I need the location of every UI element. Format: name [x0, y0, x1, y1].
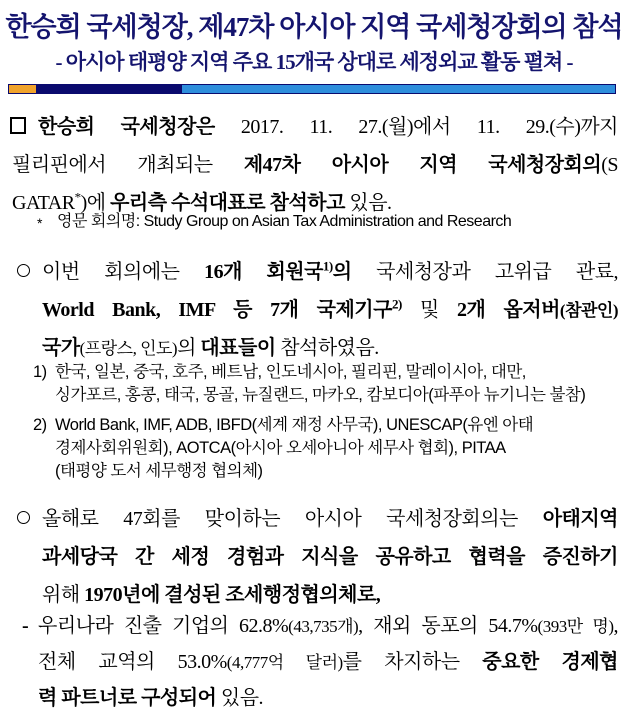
text-run: 1970년에 결성된 조세행정협의체로, [84, 584, 381, 606]
text-run: 전체 교역의 53.0% [38, 651, 227, 673]
text-line [10, 384, 618, 407]
text-run: 영문 회의명: Study Group on Asian Tax Administration and Research [57, 213, 512, 230]
text-line [10, 500, 618, 538]
footnote [10, 414, 618, 483]
footnote [10, 211, 618, 233]
divider-blue-segment [182, 85, 615, 93]
text-line [10, 608, 618, 644]
footnote-marker: 2) [33, 416, 47, 434]
text-line [10, 680, 618, 709]
text-run: 2017. 11. 27.(월)에서 11. 29.(수)까지 [214, 116, 618, 138]
text-run: , [613, 615, 618, 637]
text-run: 중요한 경제협 [482, 651, 618, 673]
paragraph [10, 253, 618, 367]
footnote [10, 361, 618, 407]
text-run: 올해로 47회를 맞이하는 아시아 국세청장회의는 [42, 508, 543, 530]
text-line [10, 437, 618, 460]
text-run: (태평양 도서 세무행정 협의체) [55, 462, 263, 480]
text-run: 대표들이 [200, 337, 276, 359]
text-run: 한승희 국세청장은 [38, 116, 215, 138]
text-run: 우리나라 진출 기업의 62.8% [38, 615, 289, 637]
text-run: * [74, 189, 81, 205]
text-run: 및 [401, 299, 457, 321]
text-run: , 재외 동포의 54.7% [358, 615, 538, 637]
text-run: World Bank, IMF, ADB, IBFD(세계 재정 사무국), UNESCAP(유엔 아태 [55, 416, 534, 434]
text-line [10, 291, 618, 329]
text-run: 한국, 일본, 중국, 호주, 베트남, 인도네시아, 필리핀, 말레이시아, 대만, [55, 363, 526, 381]
text-line [10, 253, 618, 291]
text-run: 참석하였음. [275, 337, 379, 359]
text-run: (참관인) [559, 301, 618, 320]
text-run: (4,777억 달러) [226, 653, 343, 672]
text-line [10, 108, 618, 146]
square-bullet-icon [10, 117, 26, 134]
text-run: 이번 회의에는 [42, 261, 205, 283]
text-run: )에 [80, 192, 111, 214]
text-line [10, 211, 618, 233]
footnote-marker: 1) [33, 363, 47, 381]
dash-bullet: - [22, 615, 29, 637]
text-run: 경제사회위원회), AOTCA(아시아 오세아니아 세무사 협회), PITAA [55, 439, 506, 457]
text-run: (43,735개) [288, 617, 359, 636]
text-line [10, 644, 618, 680]
text-run: (프랑스, 인도) [79, 339, 178, 358]
page-subtitle: - 아시아 태평양 지역 주요 15개국 상대로 세정외교 활동 펼쳐 - [55, 50, 573, 74]
text-run: 우리측 수석대표로 참석하고 [110, 192, 345, 214]
page-title: 한승희 국세청장, 제47차 아시아 지역 국세청장회의 참석 [5, 12, 623, 42]
divider-navy-segment [36, 85, 182, 93]
header-divider [8, 84, 616, 94]
circle-bullet-icon [17, 511, 30, 524]
paragraph [10, 608, 618, 709]
text-line [10, 361, 618, 384]
text-run: 필리핀에서 개최되는 [12, 154, 244, 176]
text-run: 국가 [42, 337, 80, 359]
text-run: 2) [391, 296, 402, 312]
text-line [10, 414, 618, 437]
text-run: 과세당국 간 세정 경험과 지식을 공유하고 협력을 증진하기 [42, 546, 618, 568]
text-run: 아태지역 [542, 508, 618, 530]
paragraph [10, 500, 618, 614]
text-run: 의 [177, 337, 201, 359]
divider-orange-segment [9, 85, 36, 93]
circle-bullet-icon [17, 264, 30, 277]
text-run: 16개 회원국 [204, 261, 323, 283]
text-line [10, 146, 618, 184]
text-run: (S [601, 154, 618, 176]
text-run: 위해 [42, 584, 85, 606]
document-body [0, 108, 628, 709]
text-run: World Bank, IMF 등 7개 국제기구 [42, 299, 392, 321]
text-run: 를 차지하는 [342, 651, 483, 673]
text-run: 국세청장과 고위급 관료, [351, 261, 618, 283]
text-run: 력 파트너로 구성되어 [38, 687, 217, 709]
text-run: 있음. [344, 192, 392, 214]
text-run: GATAR [12, 192, 75, 214]
text-run: 있음. [216, 687, 264, 709]
text-run: 의 [332, 261, 352, 283]
text-run: 싱가포르, 홍콩, 태국, 몽골, 뉴질랜드, 마카오, 캄보디아(파푸아 뉴기니는 불참) [55, 386, 586, 404]
text-line [10, 538, 618, 576]
text-run: 2개 옵저버 [456, 299, 560, 321]
text-run: 제47차 아시아 지역 국세청장회의 [243, 154, 602, 176]
text-line [10, 460, 618, 483]
text-run: 1) [322, 258, 333, 274]
paragraph [10, 108, 618, 222]
text-run: (393만 명) [537, 617, 614, 636]
footnote-marker: * [37, 215, 42, 231]
